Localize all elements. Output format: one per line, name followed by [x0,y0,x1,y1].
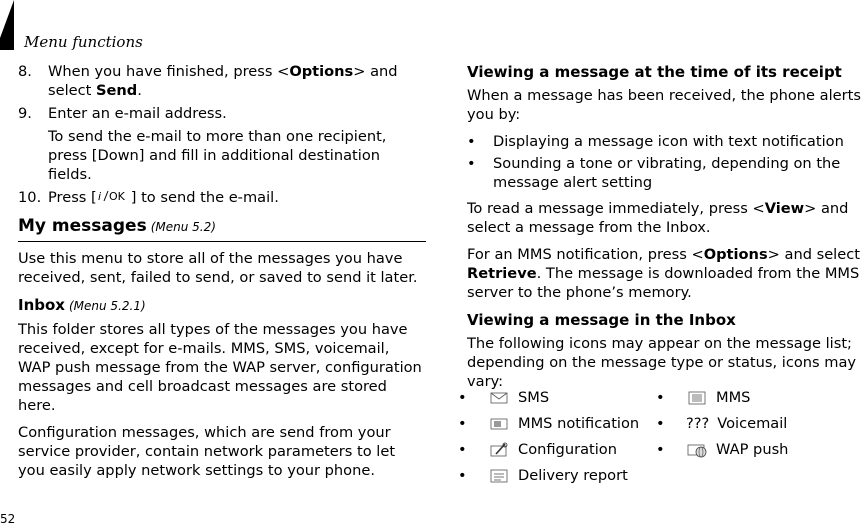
list-item: • MMS [656,389,751,406]
left-column [18,62,426,488]
icon-list [458,388,858,492]
mms-icon [686,390,708,406]
svg-text:i: i [97,190,101,203]
voicemail-icon: ??? [686,415,710,432]
receipt-paragraph: When a message has been received, the phone alerts you by: [467,87,861,123]
ok-key-icon [97,188,131,204]
mms-notification-icon [488,416,510,432]
step-8: 8. When you have finished, press <Options> and select Send. [18,63,398,99]
header-title: Menu functions [24,33,143,51]
section-intro: Use this menu to store all of the messages you have received, sent, failed to send, or saved to send it later. [18,250,418,286]
read-immediately-paragraph: To read a message immediately, press <View> and select a message from the Inbox. [467,200,849,236]
header-bar [0,0,14,50]
step-10: 10. Press [ i OK ] to send the e-mail. [18,189,279,206]
list-item: • WAP push [656,441,789,458]
list-item: • Sounding a tone or vibrating, depending on the message alert setting [467,155,841,191]
right-column [467,62,862,399]
list-item: • Configuration [458,441,617,458]
inbox-title: Inbox (Menu 5.2.1) [18,296,146,314]
sms-icon [488,390,510,406]
inbox-paragraph-2: Configuration messages, which are send from your service provider, contain network parameters to let you easily apply network settings to your phone. [18,424,396,479]
list-item: • ??? Voicemail [656,415,788,432]
inbox-view-heading: Viewing a message in the Inbox [467,311,736,329]
icons-intro: The following icons may appear on the message list; depending on the message type or status, icons may vary: [467,335,857,390]
list-item: • Delivery report [458,467,628,484]
step-9-note: To send the e-mail to more than one recipient, press [Down] and fill in additional destination fields. [48,128,387,183]
section-title: My messages (Menu 5.2) [18,216,216,236]
list-item: • MMS notification [458,415,640,432]
wap-push-icon [686,442,708,458]
list-item: • SMS [458,389,550,406]
list-item: • Displaying a message icon with text notification [467,133,844,150]
step-9: 9. Enter an e-mail address. [18,105,227,122]
delivery-report-icon [488,468,510,484]
inbox-paragraph-1: This folder stores all types of the messages you have received, except for e-mails. MMS, SMS, voicemail, WAP push message from the WAP server, configuration messages and cell broadcast messages are stored here. [18,321,422,414]
receipt-heading: Viewing a message at the time of its receipt [467,63,842,81]
page-number: 52 [0,512,16,526]
svg-text:OK: OK [108,190,125,203]
section-divider [18,241,426,242]
mms-notification-paragraph: For an MMS notification, press <Options> and select Retrieve. The message is downloaded from the MMS server to the phone’s memory. [467,246,860,301]
configuration-icon [488,442,510,458]
